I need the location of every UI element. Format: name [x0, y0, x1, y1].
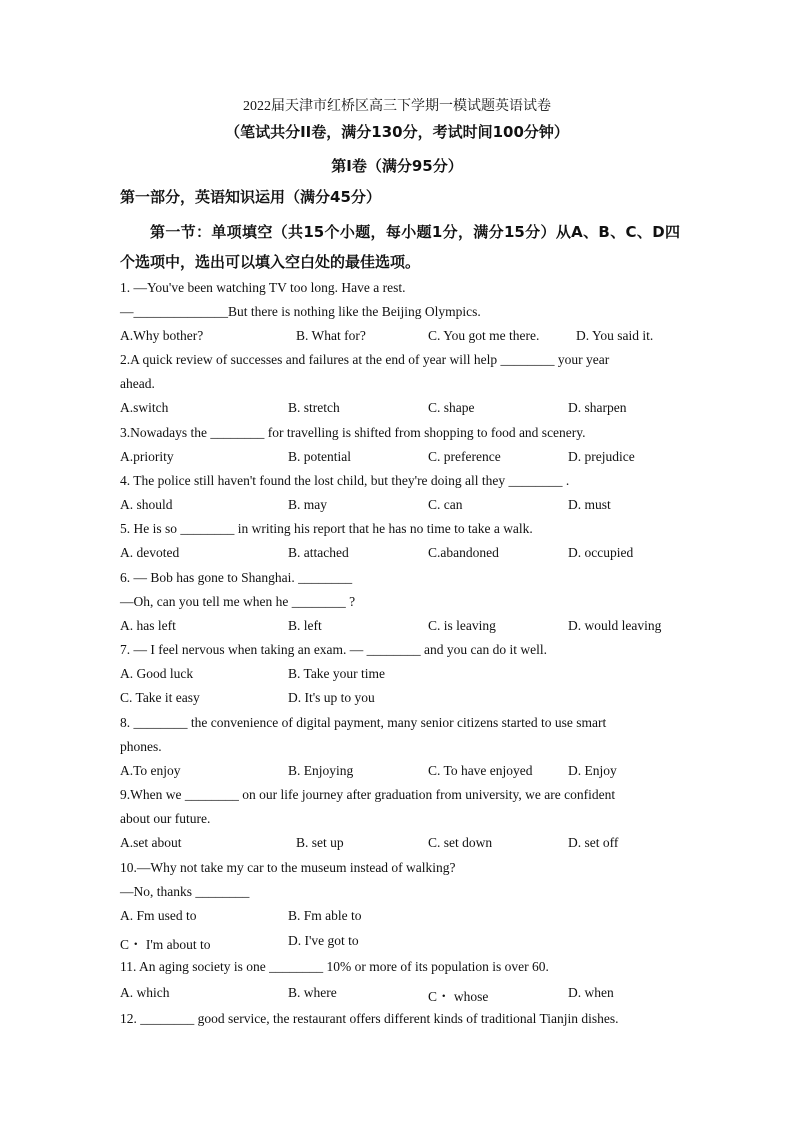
option-c: C. shape	[428, 400, 475, 415]
question-6-line-1: 6. — Bob has gone to Shanghai. ________	[120, 570, 353, 585]
question-1-options	[120, 328, 680, 346]
option-b: B. may	[288, 497, 327, 512]
question-1-line-2: —______________But there is nothing like the Beijing Olympics.	[120, 304, 481, 319]
option-b: B. stretch	[288, 400, 340, 415]
question-5-line-1: 5. He is so ________ in writing his report that he has no time to take a walk.	[120, 521, 533, 536]
option-d: D. prejudice	[568, 449, 635, 464]
option-a: A. Fm used to	[120, 908, 197, 923]
option-b: B. left	[288, 618, 322, 633]
exam-title: 2022届天津市红桥区高三下学期一模试题英语试卷	[243, 99, 551, 114]
question-4-options	[120, 497, 680, 515]
exam-subtitle: （笔试共分II卷，满分130分，考试时间100分钟）	[225, 123, 569, 141]
option-d: D. occupied	[568, 545, 634, 560]
question-9-line-2: about our future.	[120, 811, 211, 826]
question-8-options	[120, 763, 680, 781]
option-d: D. must	[568, 497, 611, 512]
option-d: D. I've got to	[288, 933, 359, 948]
question-9-line-1: 9.When we ________ on our life journey after graduation from university, we are confident	[120, 787, 616, 802]
option-c: C. Take it easy	[120, 690, 200, 705]
option-d: D. would leaving	[568, 618, 662, 633]
question-3-options	[120, 449, 680, 467]
question-11-options	[120, 985, 680, 1003]
question-1-line-1: 1. —You've been watching TV too long. Have a rest.	[120, 280, 406, 295]
option-a: A. should	[120, 497, 173, 512]
question-10-line-2: —No, thanks ________	[120, 884, 250, 899]
option-c: C. To have enjoyed	[428, 763, 533, 778]
option-c: C・ whose	[428, 989, 489, 1004]
option-c: C.abandoned	[428, 545, 499, 560]
option-d: D. when	[568, 985, 614, 1000]
option-d: D. It's up to you	[288, 690, 375, 705]
part-heading: 第一部分，英语知识运用（满分45分）	[120, 188, 381, 206]
option-b: B. Enjoying	[288, 763, 354, 778]
question-9-options	[120, 835, 680, 853]
option-c: C. set down	[428, 835, 493, 850]
option-a: A. has left	[120, 618, 176, 633]
option-d: D. You said it.	[576, 328, 654, 343]
option-b: B. attached	[288, 545, 349, 560]
option-a: A. which	[120, 985, 170, 1000]
option-a: A.set about	[120, 835, 182, 850]
question-2-options	[120, 400, 680, 418]
question-11-line-1: 11. An aging society is one ________ 10% or more of its population is over 60.	[120, 959, 549, 974]
question-6-options	[120, 618, 680, 636]
option-b: B. where	[288, 985, 337, 1000]
option-c: C. You got me there.	[428, 328, 540, 343]
option-c: C. preference	[428, 449, 501, 464]
option-b: B. Take your time	[288, 666, 386, 681]
option-b: B. What for?	[296, 328, 366, 343]
option-a: A. devoted	[120, 545, 180, 560]
option-d: D. set off	[568, 835, 619, 850]
question-5-options	[120, 545, 680, 563]
option-c: C・ I'm about to	[120, 937, 211, 952]
question-10-options-row-2	[120, 933, 680, 951]
question-12-line-1: 12. ________ good service, the restaurant offers different kinds of traditional Tianjin dishes.	[120, 1011, 619, 1026]
option-c: C. is leaving	[428, 618, 496, 633]
question-8-line-2: phones.	[120, 739, 162, 754]
option-a: A.priority	[120, 449, 174, 464]
question-7-options-row-1	[120, 666, 680, 684]
option-a: A.switch	[120, 400, 169, 415]
option-a: A.To enjoy	[120, 763, 181, 778]
question-4-line-1: 4. The police still haven't found the lost child, but they're doing all they ________ .	[120, 473, 570, 488]
question-6-line-2: —Oh, can you tell me when he ________ ?	[120, 594, 356, 609]
option-a: A. Good luck	[120, 666, 194, 681]
option-a: A.Why bother?	[120, 328, 204, 343]
question-8-line-1: 8. ________ the convenience of digital payment, many senior citizens started to use smart	[120, 715, 607, 730]
option-c: C. can	[428, 497, 463, 512]
question-10-options-row-1	[120, 908, 680, 926]
question-7-options-row-2	[120, 690, 680, 708]
volume-heading: 第I卷（满分95分）	[331, 157, 463, 175]
option-d: D. Enjoy	[568, 763, 617, 778]
question-10-line-1: 10.—Why not take my car to the museum instead of walking?	[120, 860, 456, 875]
option-b: B. potential	[288, 449, 351, 464]
question-7-line-1: 7. — I feel nervous when taking an exam. — ________ and you can do it well.	[120, 642, 548, 657]
option-d: D. sharpen	[568, 400, 627, 415]
section-instruction: 第一节：单项填空（共15个小题，每小题1分，满分15分）从A、B、C、D四个选项中，选出可以填入空白处的最佳选项。	[120, 223, 680, 271]
option-b: B. set up	[296, 835, 344, 850]
question-2-line-1: 2.A quick review of successes and failures at the end of year will help ________ your year	[120, 352, 610, 367]
question-3-line-1: 3.Nowadays the ________ for travelling is shifted from shopping to food and scenery.	[120, 425, 586, 440]
option-b: B. Fm able to	[288, 908, 362, 923]
question-2-line-2: ahead.	[120, 376, 155, 391]
